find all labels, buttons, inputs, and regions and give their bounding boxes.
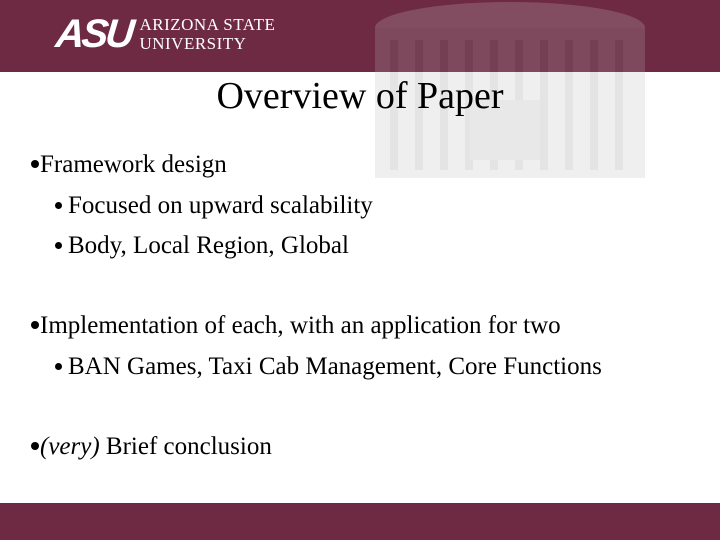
logo-line-2: UNIVERSITY (139, 34, 247, 53)
sub-bullet-text: BAN Games, Taxi Cab Management, Core Functions (68, 353, 602, 380)
bullet-item (31, 150, 227, 180)
bullet-text: Implementation of each, with an application for two (40, 312, 561, 339)
asu-logo-text (139, 15, 275, 53)
sub-bullet-text: Body, Local Region, Global (68, 232, 349, 259)
bullet-dot-icon (31, 442, 39, 450)
bullet-dot-icon (55, 242, 62, 249)
sub-bullet-text: Focused on upward scalability (68, 192, 373, 219)
bullet-dot-icon (31, 321, 39, 329)
sub-bullet-item (55, 191, 373, 221)
sub-bullet-item (55, 231, 349, 261)
bullet-dot-icon (55, 363, 62, 370)
bullet-item (31, 432, 272, 462)
logo-line-1: ARIZONA STATE (139, 15, 276, 34)
asu-logo-mark: ASU (53, 12, 134, 56)
asu-logo (53, 12, 276, 56)
bullet-prefix-italic: (very) (40, 433, 100, 460)
bullet-item (31, 311, 561, 341)
bullet-dot-icon (55, 202, 62, 209)
bullet-text: Brief conclusion (99, 433, 272, 460)
slide-title: Overview of Paper (216, 75, 504, 117)
bullet-dot-icon (31, 160, 39, 168)
footer-band (0, 503, 720, 540)
sub-bullet-item (55, 352, 602, 382)
bullet-text: Framework design (40, 151, 227, 178)
